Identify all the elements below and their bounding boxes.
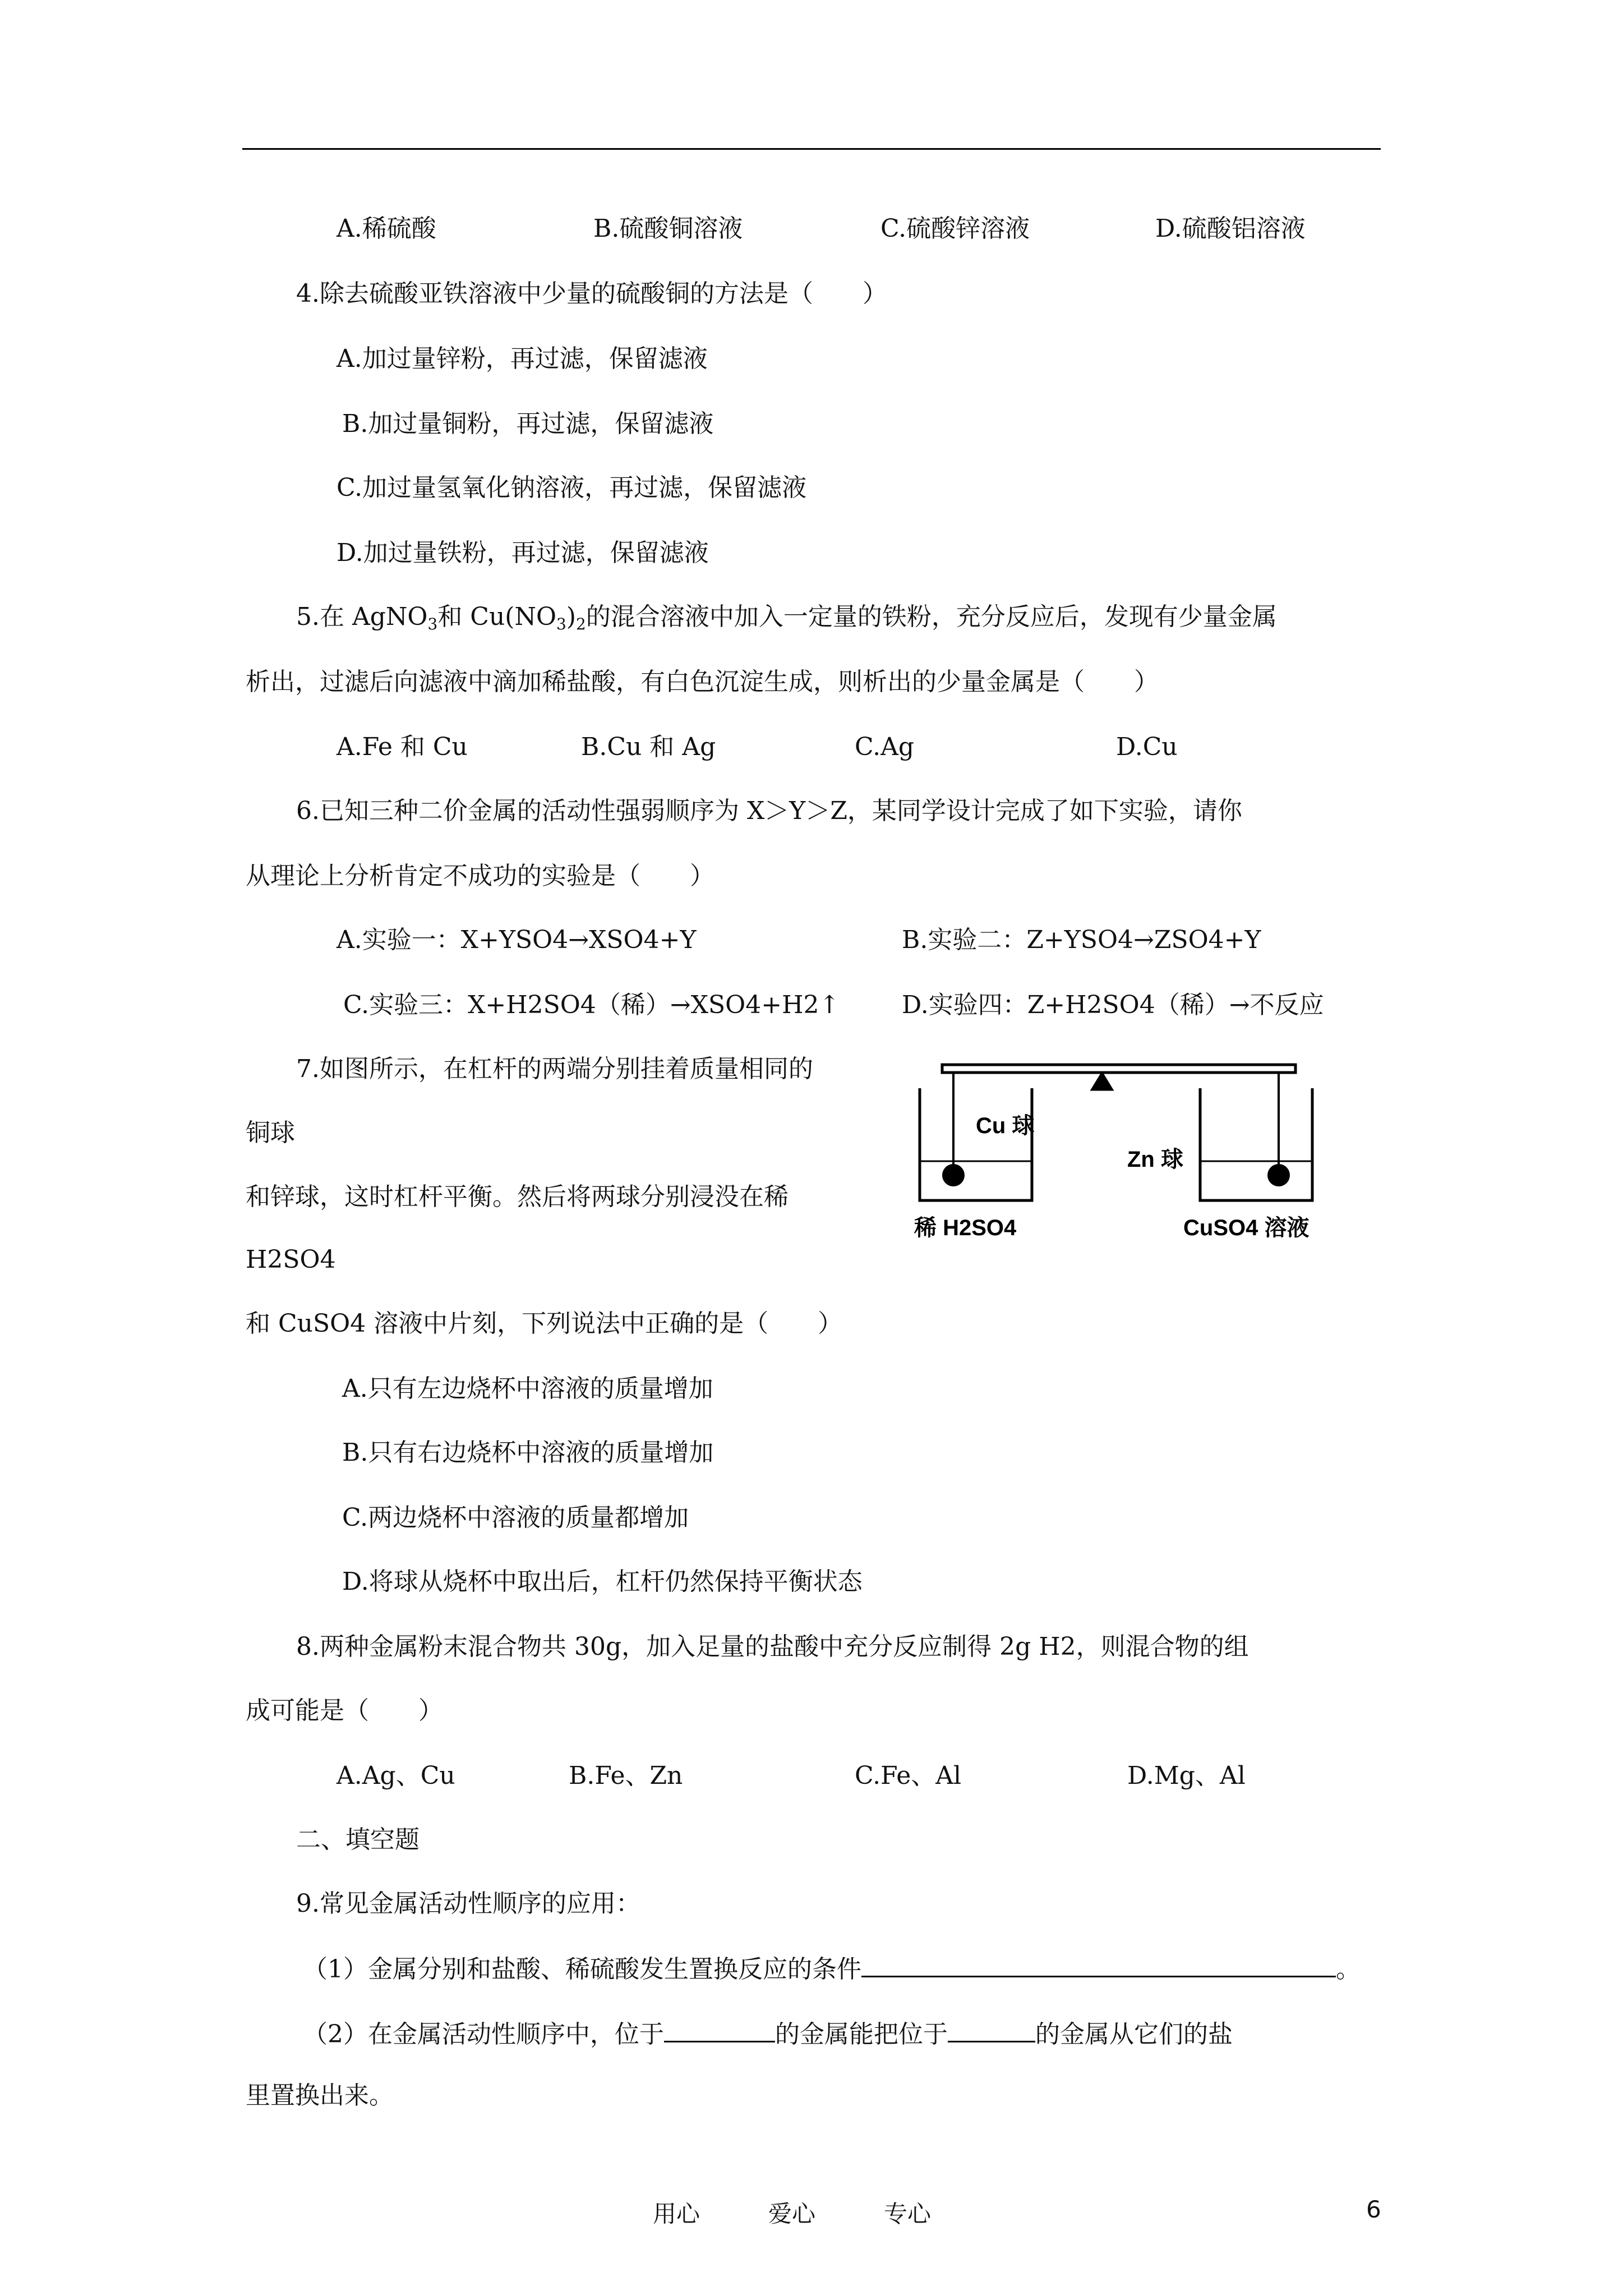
- footer-motto-3: 专心: [884, 2200, 932, 2228]
- q7-stem-line1: 7.如图所示，在杠杆的两端分别挂着质量相同的: [296, 1055, 813, 1083]
- q4-option-d: D.加过量铁粉，再过滤，保留滤液: [336, 539, 709, 567]
- q9-blank-3[interactable]: [948, 2016, 1035, 2042]
- lever-beaker-figure: [909, 1055, 1335, 1257]
- q9-part2-line2: 里置换出来。: [246, 2081, 394, 2110]
- q5-option-a: A.Fe 和 Cu: [336, 733, 468, 761]
- right-solution-label: CuSO4 溶液: [1183, 1216, 1310, 1240]
- q7-stem-line5: 和 CuSO4 溶液中片刻，下列说法中正确的是（ ）: [246, 1309, 843, 1338]
- q7-option-b: B.只有右边烧杯中溶液的质量增加: [342, 1438, 714, 1467]
- fulcrum-icon: [1092, 1074, 1112, 1089]
- q5-option-c: C.Ag: [855, 733, 915, 761]
- q4-option-c: C.加过量氢氧化钠溶液，再过滤，保留滤液: [336, 473, 807, 502]
- zn-ball: [1267, 1164, 1290, 1186]
- q4-stem: 4.除去硫酸亚铁溶液中少量的硫酸铜的方法是（ ）: [296, 279, 887, 308]
- q8-option-a: A.Ag、Cu: [336, 1761, 455, 1790]
- q9-part2: （2）在金属活动性顺序中，位于 的金属能把位于 的金属从它们的盐: [303, 2016, 1233, 2051]
- q3-option-c: C.硫酸锌溶液: [880, 214, 1030, 243]
- q8-stem-line1: 8.两种金属粉末混合物共 30g，加入足量的盐酸中充分反应制得 2g H2，则混合物的组: [296, 1632, 1249, 1661]
- q7-stem-line4: H2SO4: [246, 1245, 336, 1274]
- q3-option-a: A.稀硫酸: [336, 214, 436, 243]
- q9-part1: （1）金属分别和盐酸、稀硫酸发生置换反应的条件 。: [303, 1951, 1361, 1986]
- q5-option-b: B.Cu 和 Ag: [581, 733, 716, 761]
- q7-option-a: A.只有左边烧杯中溶液的质量增加: [342, 1374, 713, 1403]
- cu-ball: [942, 1164, 965, 1186]
- q6-option-c: C.实验三：X+H2SO4（稀）→XSO4+H2↑: [343, 991, 840, 1019]
- q6-stem-line2: 从理论上分析肯定不成功的实验是（ ）: [246, 862, 714, 890]
- right-beaker: [1200, 1088, 1312, 1200]
- q9-stem: 9.常见金属活动性顺序的应用：: [296, 1889, 640, 1918]
- q7-stem-line3: 和锌球，这时杠杆平衡。然后将两球分别浸没在稀: [246, 1182, 789, 1211]
- lever-bar: [942, 1065, 1295, 1073]
- q6-option-b: B.实验二：Z+YSO4→ZSO4+Y: [902, 926, 1261, 954]
- q8-stem-line2: 成可能是（ ）: [246, 1696, 443, 1725]
- q4-option-a: A.加过量锌粉，再过滤，保留滤液: [336, 344, 708, 373]
- q6-option-a: A.实验一：X+YSO4→XSO4+Y: [336, 926, 697, 954]
- q9-blank-2[interactable]: [664, 2016, 775, 2042]
- cu-ball-label: Cu 球: [976, 1114, 1035, 1138]
- q9-blank-1[interactable]: [861, 1951, 1336, 1977]
- header-rule: [242, 148, 1381, 150]
- section-heading: 二、填空题: [296, 1825, 419, 1854]
- left-beaker: [920, 1088, 1035, 1200]
- left-solution-label: 稀 H2SO4: [914, 1216, 1017, 1240]
- q8-option-c: C.Fe、Al: [855, 1761, 962, 1790]
- q5-stem-line1: 5.在 AgNO$_3$和 $Cu(NO_3)_2$的混合溶液中加入一定量的铁粉，充分反应后，发现有少量金属: [296, 602, 1277, 633]
- zn-ball-label: Zn 球: [1127, 1147, 1183, 1172]
- q3-option-b: B.硫酸铜溶液: [593, 214, 743, 243]
- q5-stem-line2: 析出，过滤后向滤液中滴加稀盐酸，有白色沉淀生成，则析出的少量金属是（ ）: [246, 668, 1159, 696]
- q4-option-b: B.加过量铜粉，再过滤，保留滤液: [342, 409, 714, 438]
- q7-stem-line2: 铜球: [246, 1119, 295, 1147]
- q3-option-d: D.硫酸铝溶液: [1155, 214, 1306, 243]
- q6-option-d: D.实验四：Z+H2SO4（稀）→不反应: [902, 991, 1324, 1019]
- q6-stem-line1: 6.已知三种二价金属的活动性强弱顺序为 X＞Y＞Z，某同学设计完成了如下实验，请你: [296, 797, 1242, 825]
- q5-option-d: D.Cu: [1116, 733, 1178, 761]
- q7-option-c: C.两边烧杯中溶液的质量都增加: [342, 1503, 689, 1532]
- q7-option-d: D.将球从烧杯中取出后，杠杆仍然保持平衡状态: [342, 1567, 863, 1596]
- footer-motto-1: 用心: [653, 2200, 700, 2228]
- page-number: 6: [1366, 2196, 1381, 2223]
- q8-option-d: D.Mg、Al: [1127, 1761, 1246, 1790]
- q8-option-b: B.Fe、Zn: [569, 1761, 683, 1790]
- footer-motto-2: 爱心: [768, 2200, 816, 2228]
